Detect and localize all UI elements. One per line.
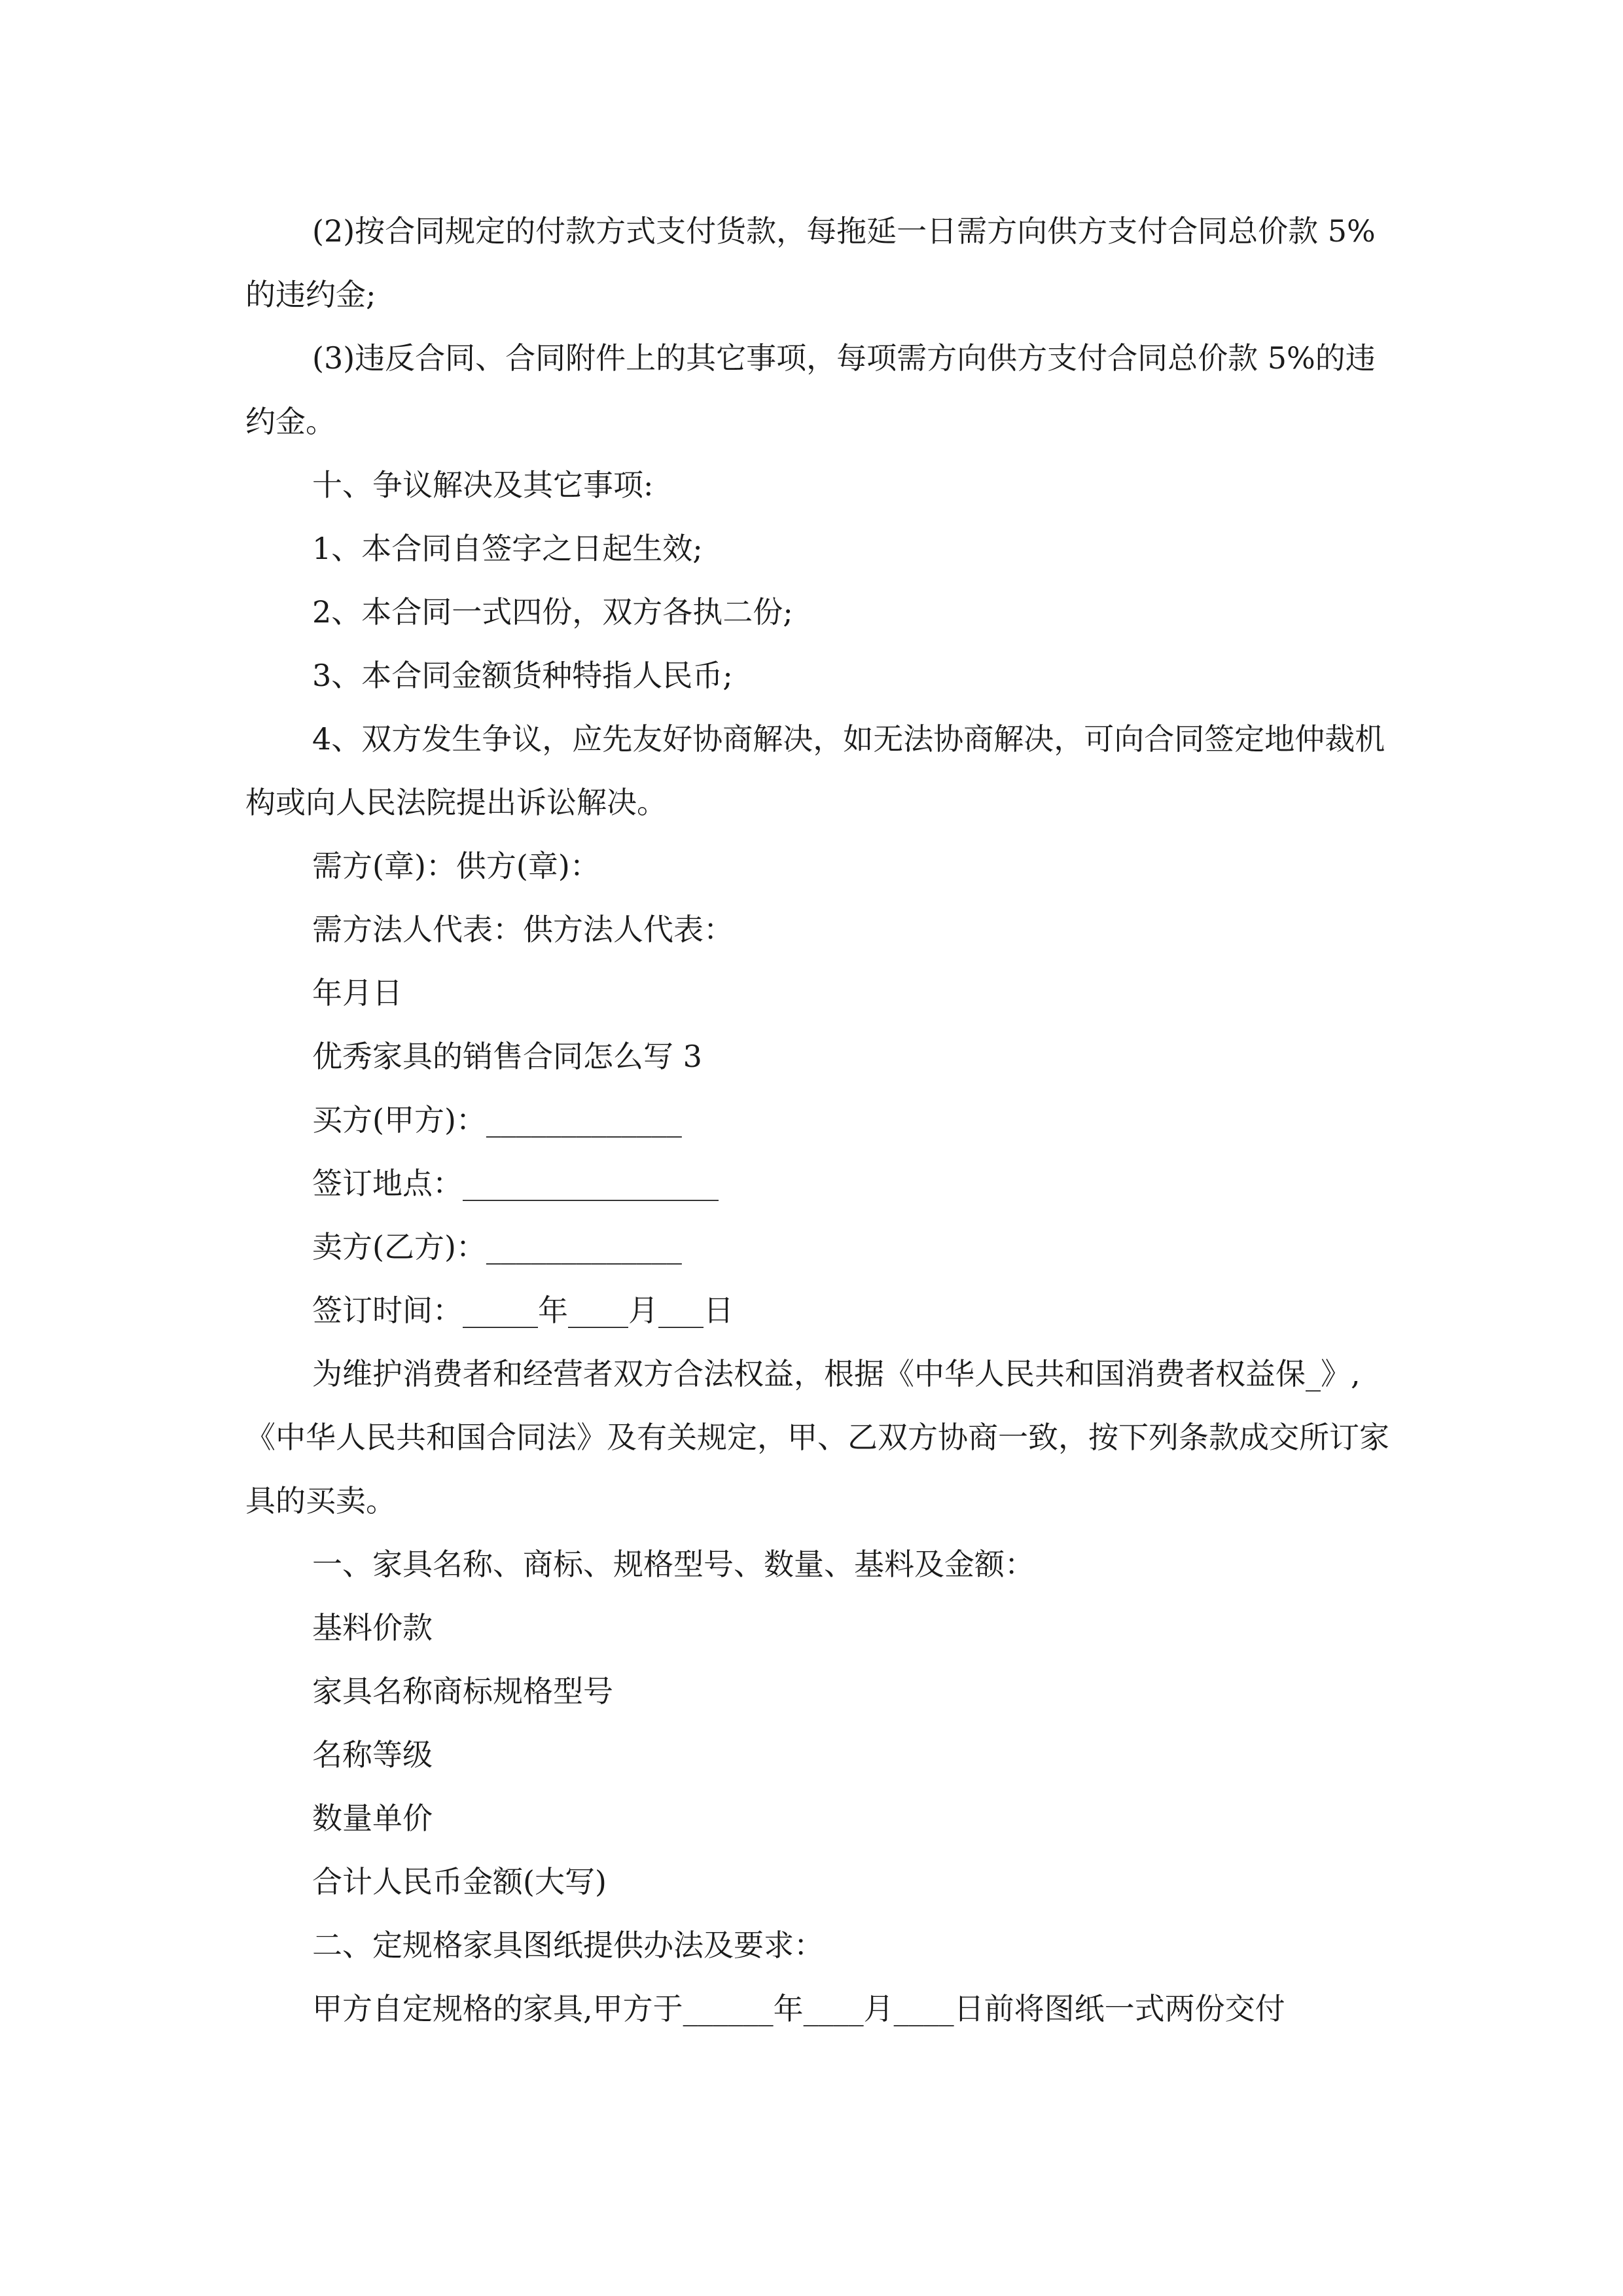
- table-header-quantity-price: 数量单价: [312, 1801, 433, 1836]
- section-heading-drawings: 二、定规格家具图纸提供办法及要求：: [312, 1928, 824, 1963]
- table-header-base-price: 基料价款: [312, 1610, 433, 1645]
- list-item-currency: 3、本合同金额货种特指人民币;: [312, 658, 733, 693]
- buyer-field: 买方(甲方)：_____________: [312, 1102, 682, 1138]
- table-header-total-amount: 合计人民币金额(大写): [312, 1864, 607, 1899]
- signature-seal-line: 需方(章)：供方(章)：: [312, 848, 600, 884]
- signature-representative-line: 需方法人代表：供方法人代表：: [312, 912, 734, 947]
- paragraph-preamble: 为维护消费者和经营者双方合法权益，根据《中华人民共和国消费者权益保_》,《中华人民共和国合同法》及有关规定，甲、乙双方协商一致，按下列条款成交所订家具的买卖。: [245, 1356, 1389, 1518]
- seller-field: 卖方(乙方)：_____________: [312, 1229, 682, 1265]
- table-header-grade: 名称等级: [312, 1737, 433, 1772]
- list-item-dispute-resolution: 4、双方发生争议，应先友好协商解决，如无法协商解决，可向合同签定地仲裁机构或向人民法院提出诉讼解决。: [245, 721, 1385, 820]
- paragraph-drawings: 甲方自定规格的家具,甲方于______年____月____日前将图纸一式两份交付: [312, 1991, 1285, 2026]
- list-item-copies: 2、本合同一式四份，双方各执二份;: [312, 594, 793, 630]
- section-heading-furniture: 一、家具名称、商标、规格型号、数量、基料及金额：: [312, 1547, 1035, 1582]
- section-heading-disputes: 十、争议解决及其它事项:: [312, 467, 654, 503]
- list-item-effective: 1、本合同自签字之日起生效;: [312, 531, 703, 566]
- paragraph-penalty-other: (3)违反合同、合同附件上的其它事项，每项需方向供方支付合同总价款 5%的违约金。: [245, 340, 1376, 439]
- table-header-furniture-name: 家具名称商标规格型号: [312, 1674, 613, 1709]
- document-body: [245, 200, 1397, 2041]
- paragraph-penalty-payment: (2)按合同规定的付款方式支付货款，每拖延一日需方向供方支付合同总价款 5%的违约金;: [245, 213, 1376, 312]
- signing-place-field: 签订地点：_________________: [312, 1166, 719, 1201]
- signature-date-line: 年月日: [312, 975, 402, 1011]
- contract-title: 优秀家具的销售合同怎么写 3: [312, 1039, 702, 1074]
- signing-time-field: 签订时间：_____年____月___日: [312, 1293, 734, 1328]
